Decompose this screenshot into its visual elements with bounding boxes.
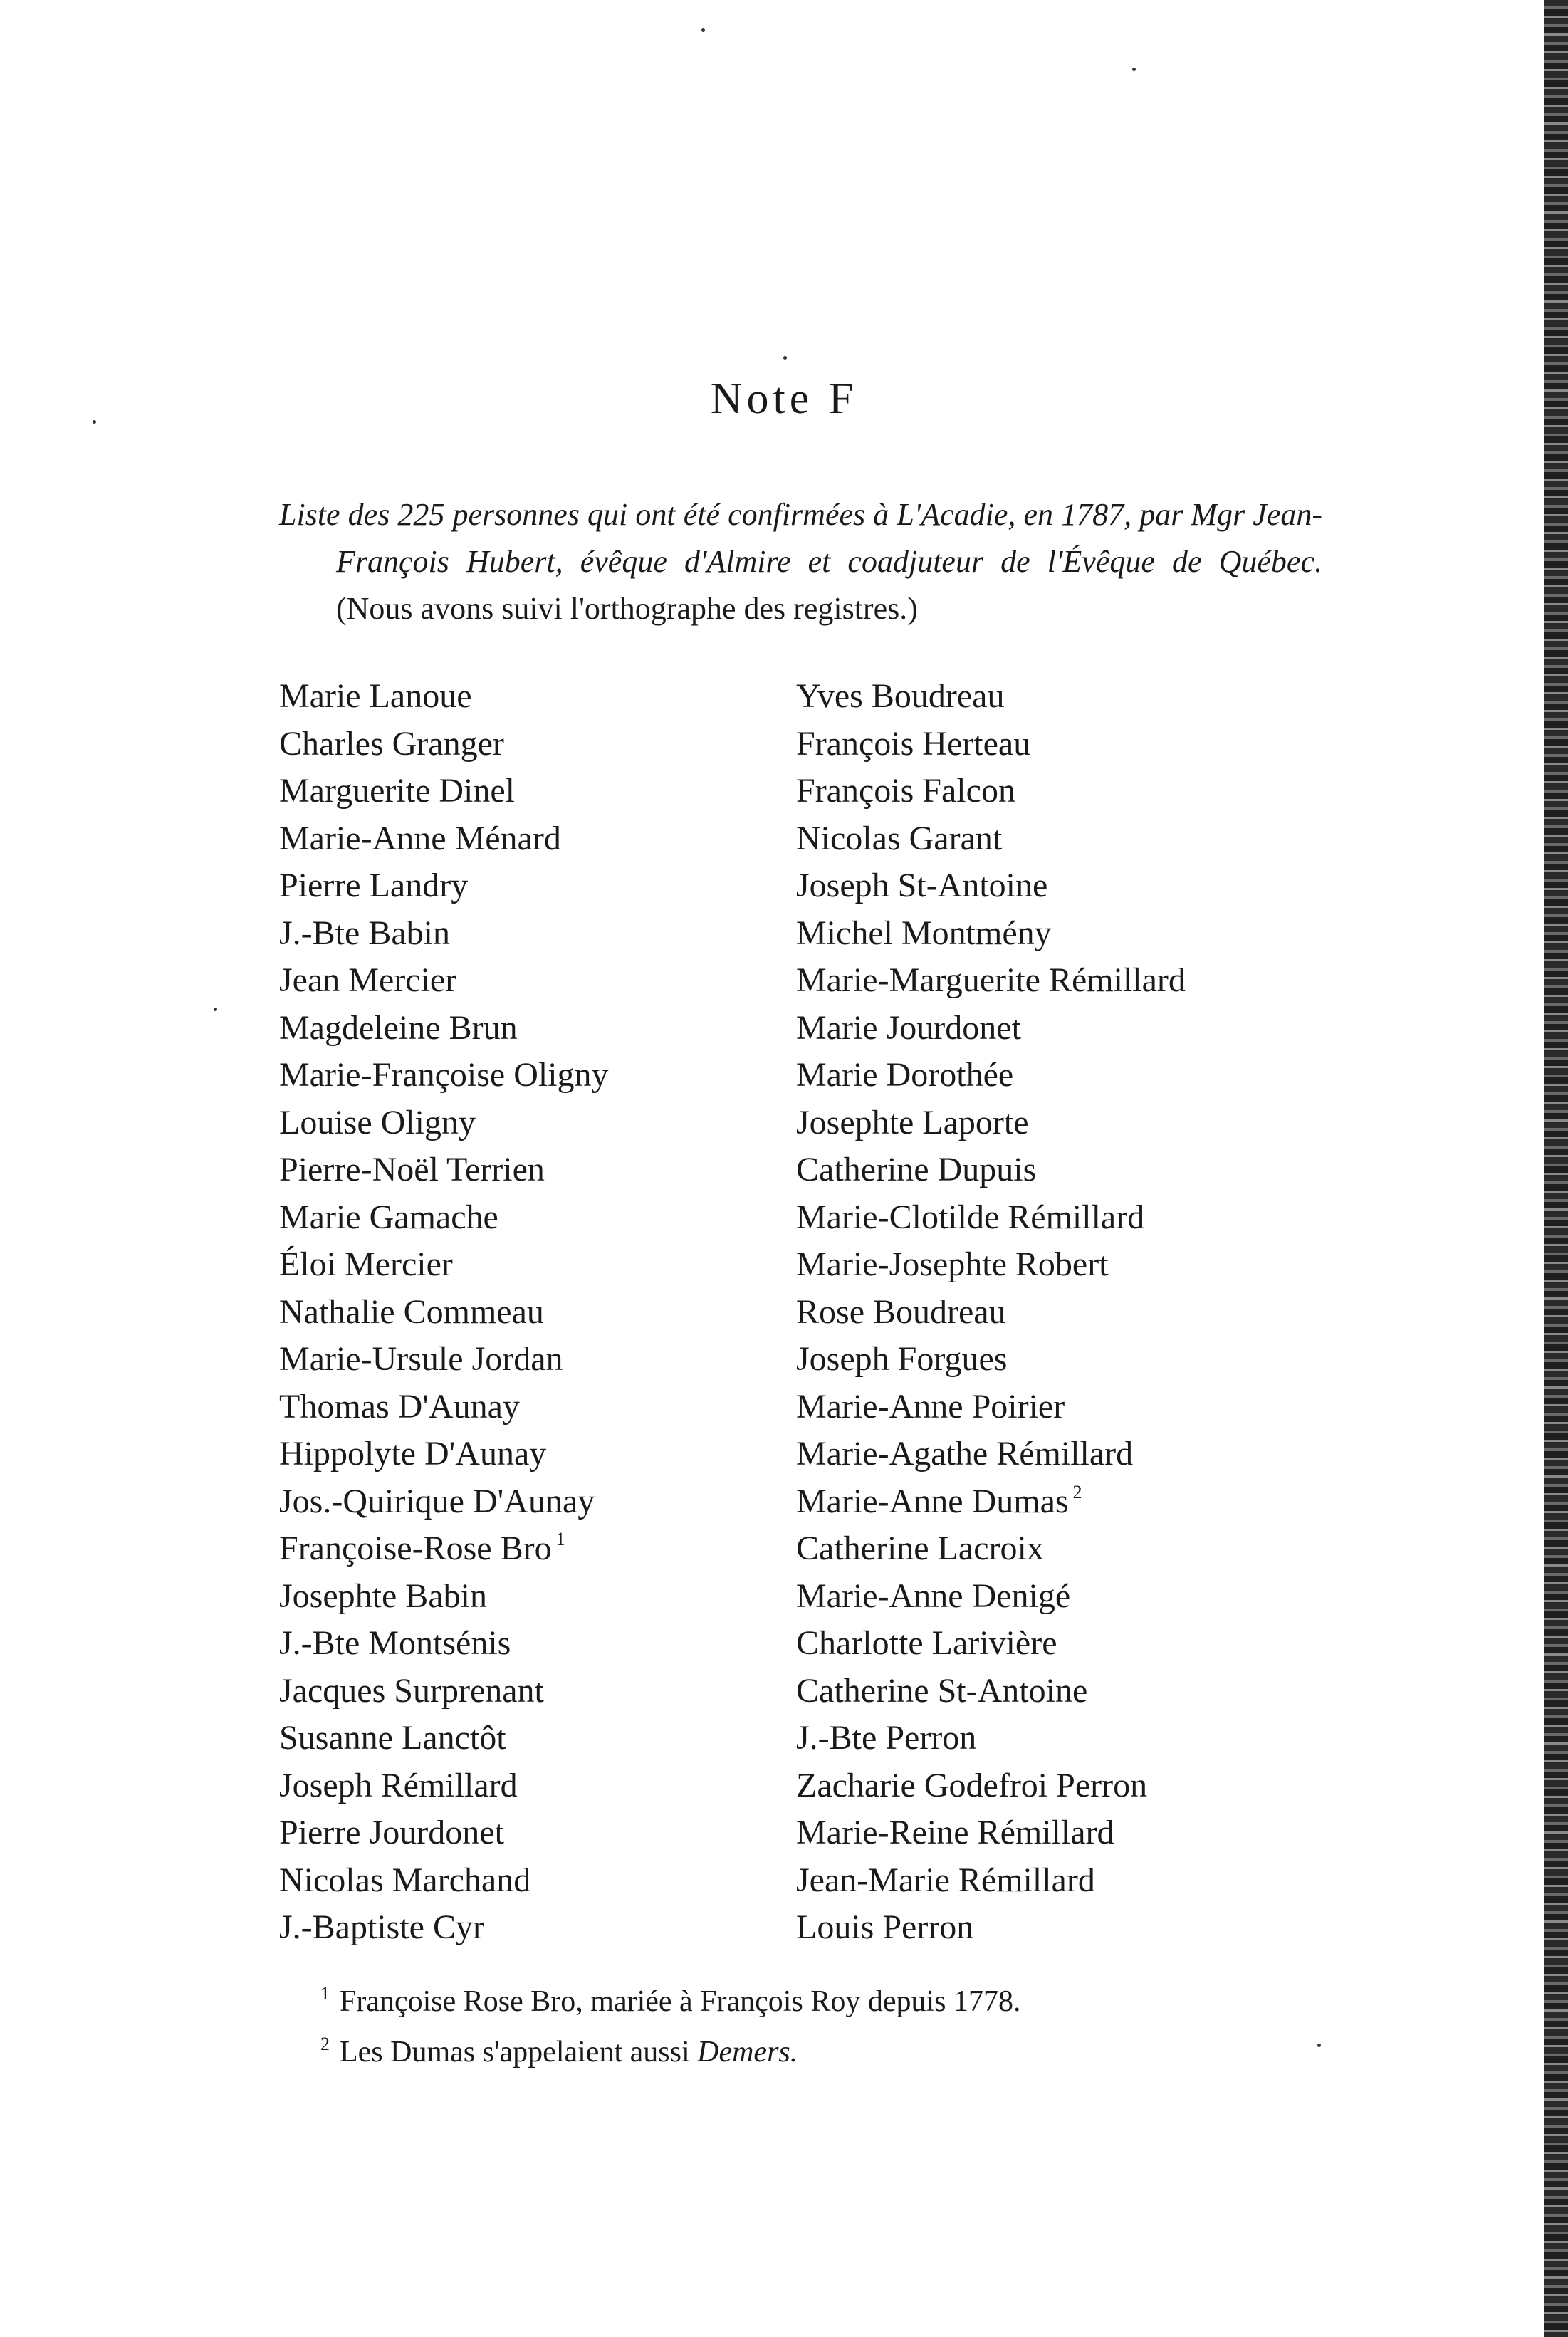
left-name-entry [279,1241,778,1289]
name-text: J.-Bte Perron [796,1719,977,1757]
footnote-mark: 1 [320,1983,330,2004]
name-text: Marie-Anne Dumas [796,1482,1069,1520]
name-text: Yves Boudreau [796,677,1005,715]
footnotes [320,1972,1317,2074]
right-name-entry [796,1620,1437,1668]
name-text: Catherine St-Antoine [796,1671,1088,1710]
right-name-entry [796,1478,1437,1526]
left-name-entry [279,1146,778,1194]
name-text: Marie-Anne Ménard [279,819,561,857]
name-text: Rose Boudreau [796,1292,1006,1331]
right-name-entry [796,1336,1437,1384]
right-name-entry [796,1289,1437,1337]
left-name-entry [279,1620,778,1668]
name-text: Marie-Clotilde Rémillard [796,1198,1145,1236]
right-name-entry [796,1809,1437,1857]
name-text: François Herteau [796,724,1031,763]
name-text: Pierre-Noël Terrien [279,1151,545,1188]
page-edge-scan-shadow [1544,0,1568,2337]
left-name-entry [279,1525,778,1573]
name-text: Joseph St-Antoine [796,867,1048,904]
name-text: Éloi Mercier [279,1245,453,1283]
name-text: Catherine Lacroix [796,1530,1044,1567]
name-text: Marie-Marguerite Rémillard [796,961,1186,999]
right-name-entry [796,1857,1437,1905]
right-name-entry [796,815,1437,863]
left-name-entry [279,1336,778,1384]
name-text: Marie Dorothée [796,1056,1014,1094]
name-text: Catherine Dupuis [796,1151,1037,1188]
intro-paragraph [279,491,1322,632]
name-text: Marie Lanoue [279,677,472,715]
name-text: Marie-Ursule Jordan [279,1340,563,1378]
left-name-entry [279,862,778,910]
name-text: Magdeleine Brun [279,1008,518,1047]
left-name-entry [279,957,778,1005]
name-text: Marie-Françoise Oligny [279,1056,609,1094]
left-name-entry [279,1052,778,1099]
name-text: Louis Perron [796,1908,974,1946]
left-name-entry [279,1431,778,1478]
right-name-entry [796,1573,1437,1621]
left-name-entry [279,1715,778,1762]
right-name-entry [796,1904,1437,1952]
name-text: Pierre Jourdonet [279,1814,504,1851]
page-title: Note F [710,375,858,423]
names-column-right [796,673,1437,1952]
right-name-entry [796,1052,1437,1099]
name-text: Marie-Reine Rémillard [796,1814,1114,1851]
right-name-entry [796,1241,1437,1289]
name-text: Jos.-Quirique D'Aunay [279,1482,595,1520]
footnote-italic-text: Demers. [697,2036,798,2069]
footnote-mark: 2 [320,2034,330,2054]
left-name-entry [279,1005,778,1052]
name-text: Josephte Laporte [796,1103,1029,1141]
right-name-entry [796,1384,1437,1431]
name-text: Nicolas Marchand [279,1861,531,1899]
right-name-entry [796,1005,1437,1052]
name-text: Marie-Josephte Robert [796,1245,1109,1283]
right-name-entry [796,721,1437,768]
name-text: Marguerite Dinel [279,772,516,810]
left-name-entry [279,815,778,863]
name-text: J.-Baptiste Cyr [279,1908,484,1946]
scan-speck [93,420,96,424]
left-name-entry [279,721,778,768]
name-text: Charlotte Larivière [796,1624,1057,1662]
name-text: François Falcon [796,772,1015,810]
left-name-entry [279,673,778,721]
scan-speck [783,356,787,360]
name-text: Marie-Agathe Rémillard [796,1435,1134,1473]
name-text: Marie-Anne Denigé [796,1577,1071,1615]
left-name-entry [279,1809,778,1857]
left-name-entry [279,1668,778,1715]
name-text: Charles Granger [279,724,504,763]
right-name-entry [796,1431,1437,1478]
name-text: Jean Mercier [279,961,457,999]
name-text: J.-Bte Babin [279,914,450,952]
left-name-entry [279,910,778,958]
footnote-reference: 2 [1072,1481,1082,1502]
right-name-entry [796,1762,1437,1810]
left-name-entry [279,768,778,815]
name-text: Marie Gamache [279,1198,498,1236]
name-text: Jean-Marie Rémillard [796,1861,1095,1899]
footnote-1 [320,1972,1317,2023]
name-text: Hippolyte D'Aunay [279,1435,547,1473]
right-name-entry [796,768,1437,815]
name-text: Josephte Babin [279,1577,487,1615]
left-name-entry [279,1289,778,1337]
name-text: Michel Montmény [796,914,1052,952]
left-name-entry [279,1904,778,1952]
footnote-text: Françoise Rose Bro, mariée à François Roy depuis 1778. [340,1985,1021,2018]
name-text: J.-Bte Montsénis [279,1624,511,1662]
left-name-entry [279,1194,778,1242]
name-text: Thomas D'Aunay [279,1387,520,1426]
right-name-entry [796,1668,1437,1715]
name-text: Nathalie Commeau [279,1292,544,1331]
right-name-entry [796,1099,1437,1147]
name-text: Joseph Rémillard [279,1766,518,1804]
right-name-entry [796,910,1437,958]
right-name-entry [796,862,1437,910]
footnote-text: Les Dumas s'appelaient aussi [340,2036,698,2069]
left-name-entry [279,1857,778,1905]
right-name-entry [796,1715,1437,1762]
name-text: Louise Oligny [279,1103,476,1141]
right-name-entry [796,1525,1437,1573]
name-text: Nicolas Garant [796,819,1003,857]
left-name-entry [279,1573,778,1621]
name-text: Jacques Surprenant [279,1671,544,1710]
scan-speck [214,1008,217,1011]
right-name-entry [796,1194,1437,1242]
left-name-entry [279,1762,778,1810]
right-name-entry [796,673,1437,721]
name-text: Susanne Lanctôt [279,1719,506,1757]
scan-speck [1317,2044,1321,2047]
footnote-reference: 1 [555,1529,565,1549]
scan-speck [701,28,705,32]
right-name-entry [796,957,1437,1005]
name-text: Marie Jourdonet [796,1008,1021,1047]
names-column-left [279,673,778,1952]
right-name-entry [796,1146,1437,1194]
left-name-entry [279,1099,778,1147]
footnote-2 [320,2023,1317,2074]
name-text: Joseph Forgues [796,1340,1008,1378]
name-text: Pierre Landry [279,867,469,904]
intro-italic-text: Liste des 225 personnes qui ont été confirmées à L'Acadie, en 1787, par Mgr Jean-François Hubert, évêque d'Almire et coadjuteur de l'Évêque de Québec. [279,497,1322,579]
name-text: Marie-Anne Poirier [796,1387,1065,1426]
intro-plain-text: (Nous avons suivi l'orthographe des registres.) [336,591,918,626]
left-name-entry [279,1384,778,1431]
left-name-entry [279,1478,778,1526]
name-text: Zacharie Godefroi Perron [796,1766,1148,1804]
name-text: Françoise-Rose Bro [279,1530,552,1567]
scan-speck [1132,68,1136,71]
